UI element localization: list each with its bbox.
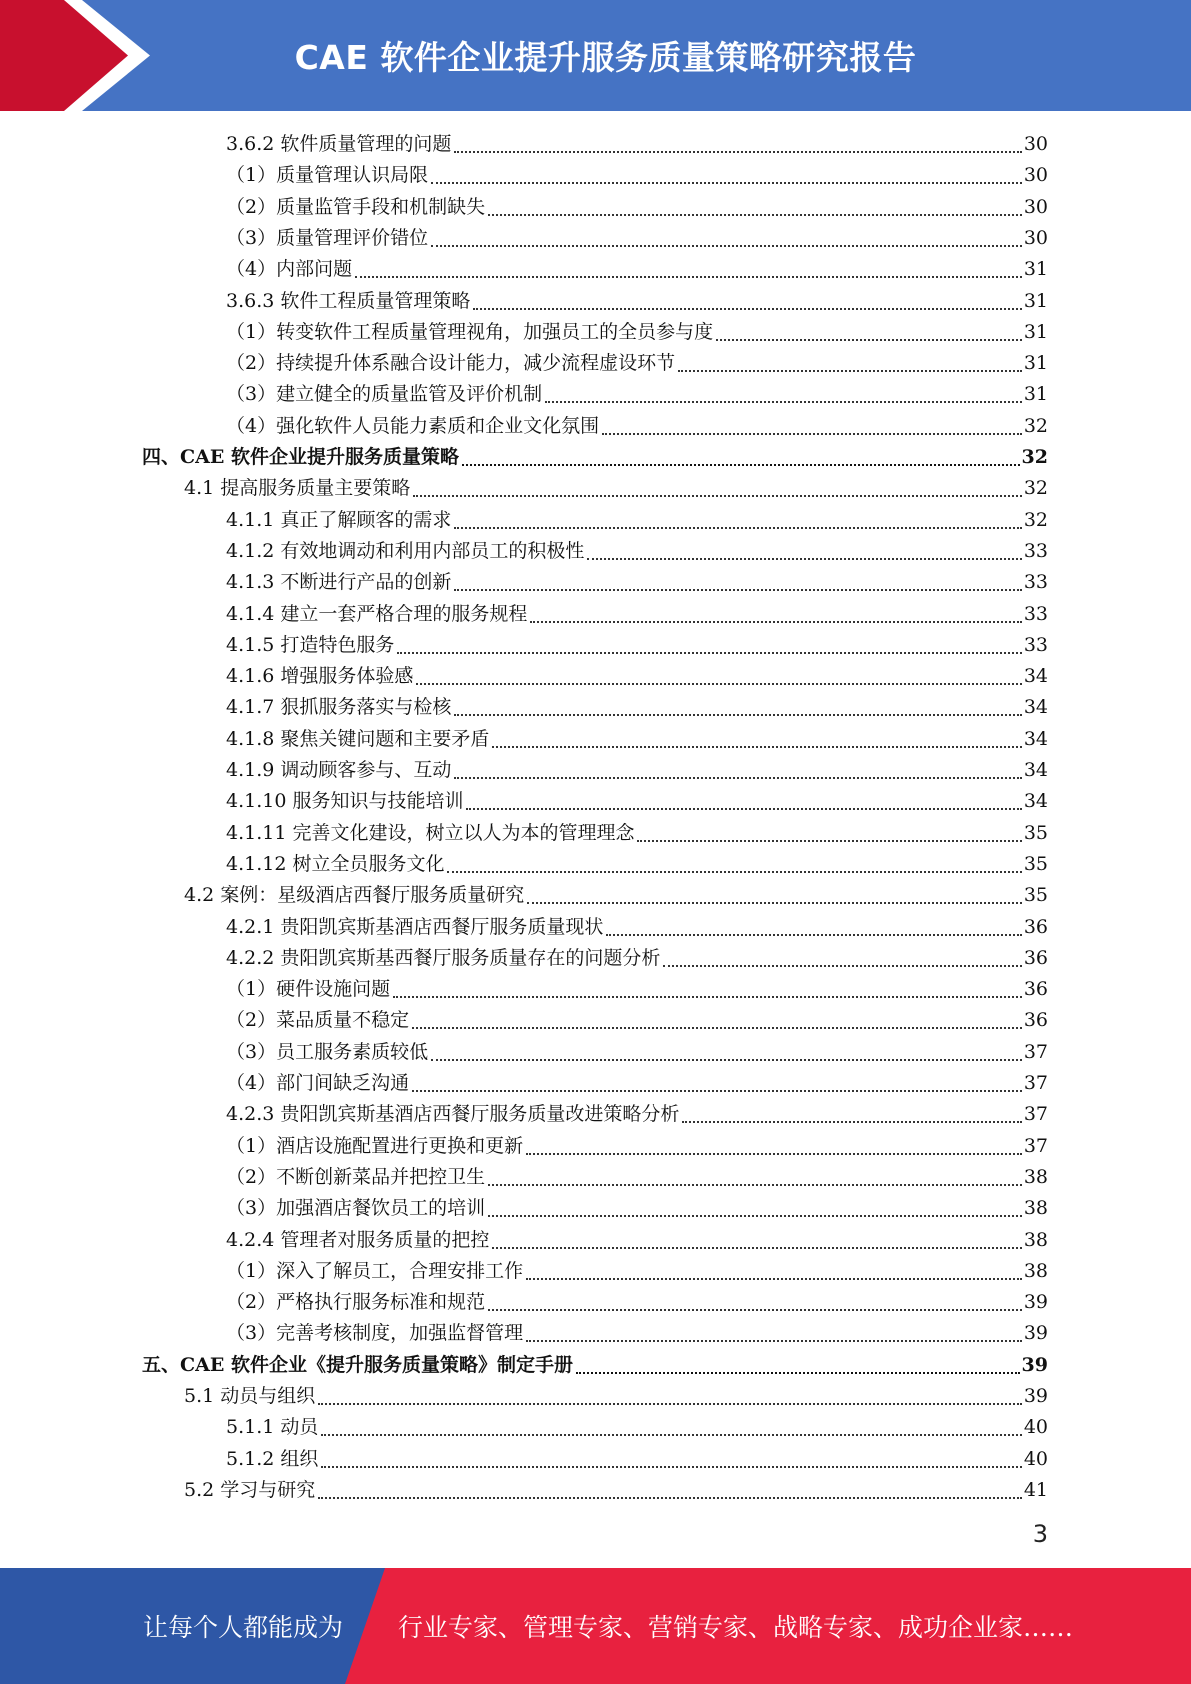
toc-entry-label: 4.1.4 建立一套严格合理的服务规程 <box>226 602 528 625</box>
toc-dot-leader <box>473 290 1021 310</box>
toc-entry-page: 34 <box>1023 665 1048 688</box>
toc-dot-leader <box>526 1135 1022 1155</box>
toc-entry[interactable] <box>226 502 1048 533</box>
toc-entry[interactable] <box>226 971 1048 1002</box>
toc-dot-leader <box>492 1229 1021 1249</box>
toc-dot-leader <box>321 1448 1021 1468</box>
toc-entry[interactable] <box>226 596 1048 627</box>
toc-entry-label: 四、CAE 软件企业提升服务质量策略 <box>142 446 459 468</box>
toc-entry-page: 41 <box>1023 1478 1048 1501</box>
toc-dot-leader <box>682 1103 1021 1123</box>
toc-entry[interactable] <box>226 564 1048 595</box>
toc-entry[interactable] <box>226 251 1048 282</box>
toc-dot-leader <box>492 728 1021 748</box>
toc-entry-page: 34 <box>1023 790 1048 813</box>
toc-entry-page: 31 <box>1023 320 1048 343</box>
toc-entry[interactable] <box>226 1284 1048 1315</box>
toc-entry-label: 5.1.2 组织 <box>226 1447 319 1470</box>
toc-dot-leader <box>637 822 1021 842</box>
toc-entry-label: （1）深入了解员工，合理安排工作 <box>226 1259 524 1282</box>
toc-entry-label: 4.1.11 完善文化建设，树立以人为本的管理理念 <box>226 821 635 844</box>
toc-entry-page: 39 <box>1023 1291 1048 1314</box>
toc-entry-page: 31 <box>1023 258 1048 281</box>
toc-entry-page: 33 <box>1023 539 1048 562</box>
toc-dot-leader <box>447 853 1021 873</box>
toc-entry-label: 4.1.7 狠抓服务落实与检核 <box>226 696 452 719</box>
toc-dot-leader <box>318 1385 1022 1405</box>
footer-slogan-right: 行业专家、管理专家、营销专家、战略专家、成功企业家…… <box>398 1613 1074 1642</box>
toc-entry[interactable] <box>226 1315 1048 1346</box>
toc-entry[interactable] <box>226 1159 1048 1190</box>
toc-entry[interactable] <box>184 1472 1048 1503</box>
toc-entry-page: 37 <box>1023 1040 1048 1063</box>
toc-dot-leader <box>355 258 1022 278</box>
toc-entry[interactable] <box>226 721 1048 752</box>
toc-dot-leader <box>488 1166 1022 1186</box>
toc-entry-page: 39 <box>1023 1385 1048 1407</box>
toc-entry-page: 40 <box>1023 1447 1048 1470</box>
toc-entry-label: 4.1.12 树立全员服务文化 <box>226 852 445 875</box>
toc-entry[interactable] <box>226 408 1048 439</box>
toc-entry[interactable] <box>226 220 1048 251</box>
toc-entry-label: （1）硬件设施问题 <box>226 978 391 1001</box>
toc-entry[interactable] <box>226 1065 1048 1096</box>
toc-entry-page: 30 <box>1023 226 1048 249</box>
toc-dot-leader <box>321 1416 1021 1436</box>
toc-entry-page: 37 <box>1023 1134 1048 1157</box>
toc-entry-label: 4.1.2 有效地调动和利用内部员工的积极性 <box>226 539 585 562</box>
toc-entry-page: 36 <box>1023 1009 1048 1032</box>
toc-entry-label: （3）加强酒店餐饮员工的培训 <box>226 1197 486 1220</box>
footer-slogan-left: 让每个人都能成为 <box>143 1613 344 1642</box>
toc-entry-page: 33 <box>1023 602 1048 625</box>
toc-dot-leader <box>576 1354 1020 1374</box>
document-title: CAE 软件企业提升服务质量策略研究报告 <box>294 38 917 77</box>
toc-entry-page: 34 <box>1023 696 1048 719</box>
toc-entry-page: 38 <box>1023 1197 1048 1220</box>
toc-entry-page: 35 <box>1023 852 1048 875</box>
toc-entry-label: （1）酒店设施配置进行更换和更新 <box>226 1134 524 1157</box>
toc-dot-leader <box>488 196 1022 216</box>
toc-dot-leader <box>606 916 1021 936</box>
toc-dot-leader <box>488 1197 1022 1217</box>
toc-dot-leader <box>454 571 1021 591</box>
toc-entry-label: 5.2 学习与研究 <box>184 1478 316 1501</box>
toc-entry-label: （2）持续提升体系融合设计能力，减少流程虚设环节 <box>226 352 676 375</box>
toc-entry-label: （2）严格执行服务标准和规范 <box>226 1291 486 1314</box>
toc-entry-label: 4.1.6 增强服务体验感 <box>226 665 414 688</box>
toc-dot-leader <box>416 665 1021 685</box>
toc-entry-label: 3.6.2 软件质量管理的问题 <box>226 133 452 155</box>
toc-dot-leader <box>678 352 1022 372</box>
toc-entry-label: （2）菜品质量不稳定 <box>226 1009 410 1032</box>
toc-dot-leader <box>412 1009 1022 1029</box>
toc-entry-label: 5.1.1 动员 <box>226 1416 319 1439</box>
toc-entry-label: （4）内部问题 <box>226 258 353 281</box>
toc-entry[interactable] <box>184 877 1048 908</box>
toc-entry-page: 33 <box>1023 571 1048 594</box>
toc-entry[interactable] <box>184 1378 1048 1409</box>
toc-entry-page: 35 <box>1023 884 1048 907</box>
toc-entry[interactable] <box>226 1190 1048 1221</box>
toc-dot-leader <box>431 1041 1022 1061</box>
toc-entry-page: 40 <box>1023 1416 1048 1439</box>
toc-dot-leader <box>602 415 1022 435</box>
toc-entry[interactable] <box>226 689 1048 720</box>
toc-entry[interactable] <box>226 815 1048 846</box>
toc-entry-label: （1）质量管理认识局限 <box>226 164 429 187</box>
toc-entry-page: 30 <box>1023 195 1048 218</box>
toc-entry[interactable] <box>226 909 1048 940</box>
toc-entry-label: （2）质量监管手段和机制缺失 <box>226 195 486 218</box>
toc-entry-label: 4.1.1 真正了解顾客的需求 <box>226 508 452 531</box>
toc-entry-label: 4.2.2 贵阳凯宾斯基西餐厅服务质量存在的问题分析 <box>226 946 661 969</box>
toc-entry-page: 34 <box>1023 727 1048 750</box>
page-header <box>0 0 1191 111</box>
toc-entry[interactable] <box>226 1034 1048 1065</box>
toc-entry[interactable] <box>226 1409 1048 1440</box>
toc-dot-leader <box>466 790 1021 810</box>
toc-entry-label: 4.1 提高服务质量主要策略 <box>184 477 411 500</box>
toc-entry-label: 4.1.5 打造特色服务 <box>226 633 395 656</box>
toc-entry-label: （1）转变软件工程质量管理视角，加强员工的全员参与度 <box>226 320 714 343</box>
toc-dot-leader <box>526 1322 1022 1342</box>
toc-dot-leader <box>716 321 1022 341</box>
toc-dot-leader <box>663 947 1021 967</box>
toc-entry-page: 31 <box>1023 289 1048 312</box>
toc-entry-page: 37 <box>1023 1072 1048 1094</box>
toc-entry-label: 4.2.1 贵阳凯宾斯基酒店西餐厅服务质量现状 <box>226 915 604 938</box>
toc-entry-label: （3）完善考核制度，加强监督管理 <box>226 1322 524 1345</box>
toc-entry-page: 33 <box>1023 633 1048 656</box>
toc-entry[interactable] <box>226 783 1048 814</box>
toc-entry-page: 32 <box>1023 414 1048 437</box>
toc-entry-label: （2）不断创新菜品并把控卫生 <box>226 1165 486 1188</box>
toc-entry-page: 39 <box>1021 1353 1048 1376</box>
toc-entry[interactable] <box>226 376 1048 407</box>
toc-entry[interactable] <box>226 1253 1048 1284</box>
toc-entry-page: 31 <box>1023 352 1048 375</box>
toc-entry-page: 38 <box>1023 1228 1048 1251</box>
toc-dot-leader <box>431 227 1022 247</box>
toc-entry-label: （3）质量管理评价错位 <box>226 226 429 249</box>
toc-entry[interactable] <box>226 126 1048 157</box>
toc-entry[interactable] <box>226 533 1048 564</box>
toc-entry[interactable] <box>184 470 1048 501</box>
toc-entry[interactable] <box>226 189 1048 220</box>
toc-entry-label: 4.2 案例：星级酒店西餐厅服务质量研究 <box>184 884 525 907</box>
toc-dot-leader <box>530 603 1021 623</box>
toc-dot-leader <box>545 383 1022 403</box>
toc-entry-page: 39 <box>1023 1322 1048 1345</box>
toc-entry-page: 38 <box>1023 1165 1048 1188</box>
toc-entry-label: 3.6.3 软件工程质量管理策略 <box>226 289 471 312</box>
toc-entry-label: 4.1.10 服务知识与技能培训 <box>226 790 464 813</box>
toc-entry-label: （4）部门间缺乏沟通 <box>226 1072 410 1094</box>
toc-entry-label: 4.2.4 管理者对服务质量的把控 <box>226 1228 490 1251</box>
toc-entry-page: 34 <box>1023 759 1048 781</box>
toc-entry-page: 32 <box>1023 508 1048 531</box>
toc-entry-label: 4.1.3 不断进行产品的创新 <box>226 571 452 594</box>
toc-entry[interactable] <box>226 658 1048 689</box>
toc-entry-page: 38 <box>1023 1259 1048 1282</box>
toc-entry[interactable] <box>226 314 1048 345</box>
toc-entry[interactable] <box>226 752 1048 783</box>
page-footer <box>0 1568 1191 1684</box>
toc-entry-label: 五、CAE 软件企业《提升服务质量策略》制定手册 <box>142 1353 573 1376</box>
toc-entry-label: 5.1 动员与组织 <box>184 1385 316 1407</box>
toc-dot-leader <box>397 634 1021 654</box>
toc-dot-leader <box>462 446 1020 466</box>
toc-entry[interactable] <box>226 283 1048 314</box>
toc-dot-leader <box>587 540 1021 560</box>
toc-dot-leader <box>318 1479 1022 1499</box>
toc-entry-label: 4.1.9 调动顾客参与、互动 <box>226 759 452 781</box>
toc-entry-page: 32 <box>1023 477 1048 500</box>
toc-entry-label: （3）建立健全的质量监管及评价机制 <box>226 383 543 406</box>
toc-entry[interactable] <box>226 1222 1048 1253</box>
toc-entry-label: 4.2.3 贵阳凯宾斯基酒店西餐厅服务质量改进策略分析 <box>226 1103 680 1126</box>
toc-entry[interactable] <box>226 1441 1048 1472</box>
toc-entry-page: 36 <box>1023 946 1048 969</box>
page-number: 3 <box>1032 1520 1048 1548</box>
toc-dot-leader <box>454 696 1021 716</box>
toc-entry-page: 37 <box>1023 1103 1048 1126</box>
toc-entry[interactable] <box>142 1347 1048 1378</box>
toc-entry[interactable] <box>226 1128 1048 1159</box>
toc-entry[interactable] <box>226 157 1048 188</box>
toc-entry-page: 35 <box>1023 821 1048 844</box>
toc-dot-leader <box>393 978 1022 998</box>
toc-entry-label: （4）强化软件人员能力素质和企业文化氛围 <box>226 414 600 437</box>
toc-entry[interactable] <box>226 1096 1048 1127</box>
toc-entry[interactable] <box>226 846 1048 877</box>
toc-dot-leader <box>413 477 1022 497</box>
toc-dot-leader <box>454 133 1021 153</box>
toc-entry[interactable] <box>226 345 1048 376</box>
toc-dot-leader <box>527 884 1022 904</box>
toc-dot-leader <box>412 1072 1022 1092</box>
toc-dot-leader <box>454 509 1021 529</box>
toc-dot-leader <box>526 1260 1022 1280</box>
toc-entry-label: （3）员工服务素质较低 <box>226 1040 429 1063</box>
toc-entry-page: 30 <box>1023 164 1048 187</box>
toc-entry-page: 36 <box>1023 915 1048 938</box>
toc-entry-label: 4.1.8 聚焦关键问题和主要矛盾 <box>226 727 490 750</box>
toc-entry[interactable] <box>226 1002 1048 1033</box>
toc-entry[interactable] <box>226 627 1048 658</box>
toc-entry-page: 30 <box>1023 133 1048 155</box>
toc-entry-page: 31 <box>1023 383 1048 406</box>
toc-dot-leader <box>488 1291 1022 1311</box>
toc-entry[interactable] <box>142 439 1048 470</box>
toc-entry-page: 32 <box>1021 446 1048 468</box>
toc-dot-leader <box>454 759 1021 779</box>
toc-dot-leader <box>431 164 1022 184</box>
toc-entry[interactable] <box>226 940 1048 971</box>
toc-entry-page: 36 <box>1023 978 1048 1001</box>
